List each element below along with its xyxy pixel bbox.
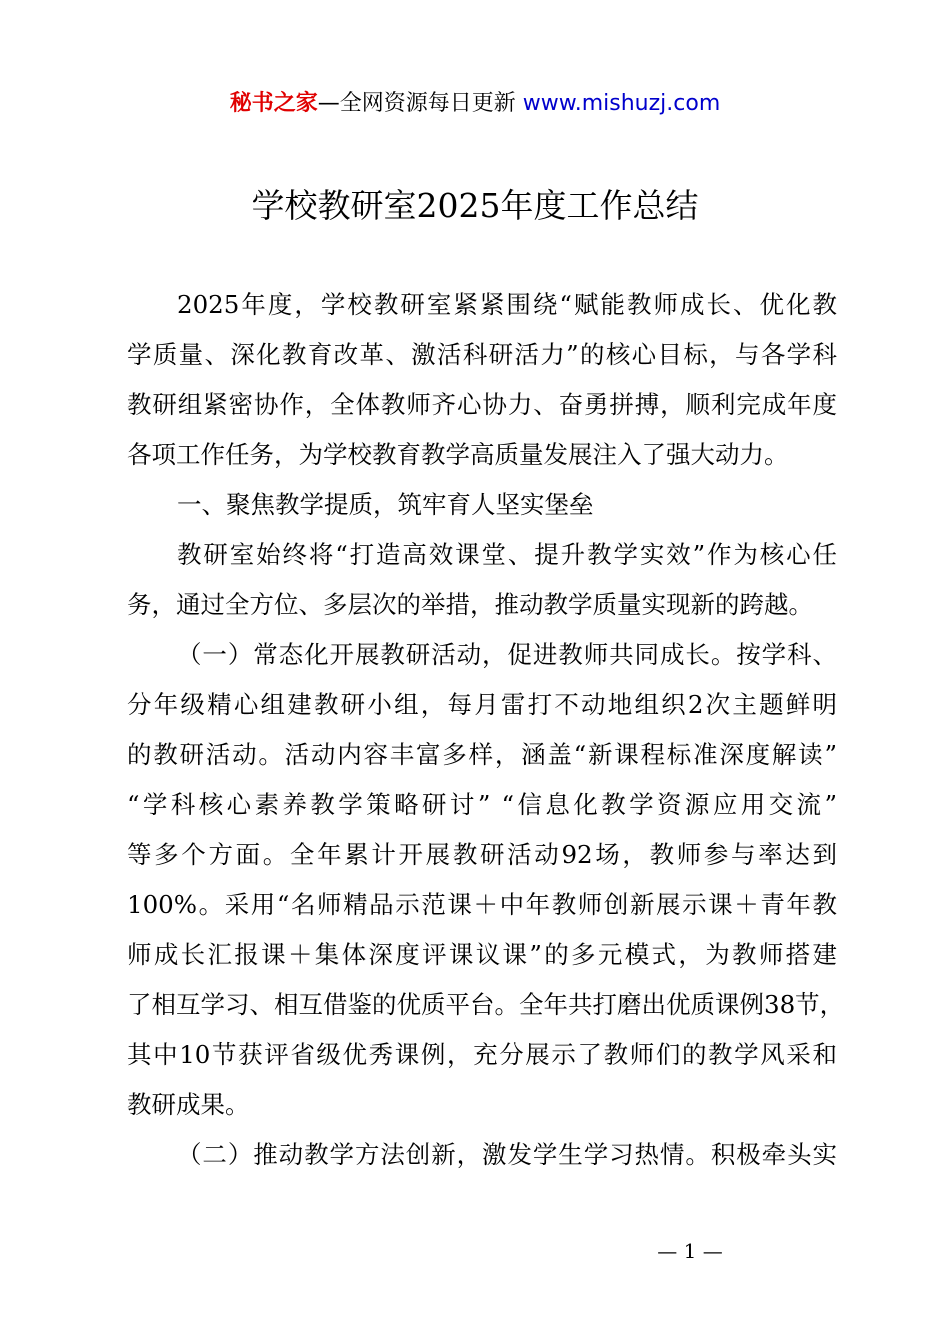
paragraph-line: 教研室始终将“打造高效课堂、提升教学实效”作为核心任: [177, 540, 837, 569]
paragraph-line: 100%。采用“名师精品示范课＋中年教师创新展示课＋青年教: [127, 890, 837, 919]
paragraph-line: 学质量、深化教育改革、激活科研活力”的核心目标，与各学科: [127, 340, 837, 369]
section-heading: 一、聚焦教学提质，筑牢育人坚实堡垒: [177, 490, 594, 519]
paragraph-line: 教研成果。: [127, 1090, 250, 1119]
paragraph-line: “学科核心素养教学策略研讨” “信息化教学资源应用交流”: [127, 790, 837, 819]
page-number: — 1 —: [657, 1239, 723, 1263]
paragraph-line: （一）常态化开展教研活动，促进教师共同成长。按学科、: [177, 640, 837, 669]
paragraph-line: 各项工作任务，为学校教育教学高质量发展注入了强大动力。: [127, 440, 789, 469]
banner-tagline: —全网资源每日更新: [317, 91, 523, 116]
document-body: [127, 280, 845, 1180]
paragraph-line: 务，通过全方位、多层次的举措，推动教学质量实现新的跨越。: [127, 590, 813, 619]
brand-name: 秘书之家: [229, 91, 318, 116]
document-title: 学校教研室2025年度工作总结: [251, 186, 699, 225]
paragraph-line: 等多个方面。全年累计开展教研活动92场，教师参与率达到: [127, 840, 837, 869]
paragraph-line: 其中10节获评省级优秀课例，充分展示了教师们的教学风采和: [127, 1040, 837, 1069]
paragraph-line: （二）推动教学方法创新，激发学生学习热情。积极牵头实: [177, 1140, 837, 1169]
banner-url[interactable]: www.mishuzj.com: [522, 91, 721, 116]
paragraph-line: 分年级精心组建教研小组，每月雷打不动地组织2次主题鲜明: [127, 690, 837, 719]
paragraph-line: 2025年度，学校教研室紧紧围绕“赋能教师成长、优化教: [177, 290, 837, 319]
paragraph-line: 师成长汇报课＋集体深度评课议课”的多元模式，为教师搭建: [127, 940, 837, 969]
site-banner: [0, 88, 950, 120]
paragraph-line: 教研组紧密协作，全体教师齐心协力、奋勇拼搏，顺利完成年度: [127, 390, 837, 419]
paragraph-line: 了相互学习、相互借鉴的优质平台。全年共打磨出优质课例38节，: [127, 990, 845, 1019]
paragraph-line: 的教研活动。活动内容丰富多样，涵盖“新课程标准深度解读”: [127, 740, 837, 769]
